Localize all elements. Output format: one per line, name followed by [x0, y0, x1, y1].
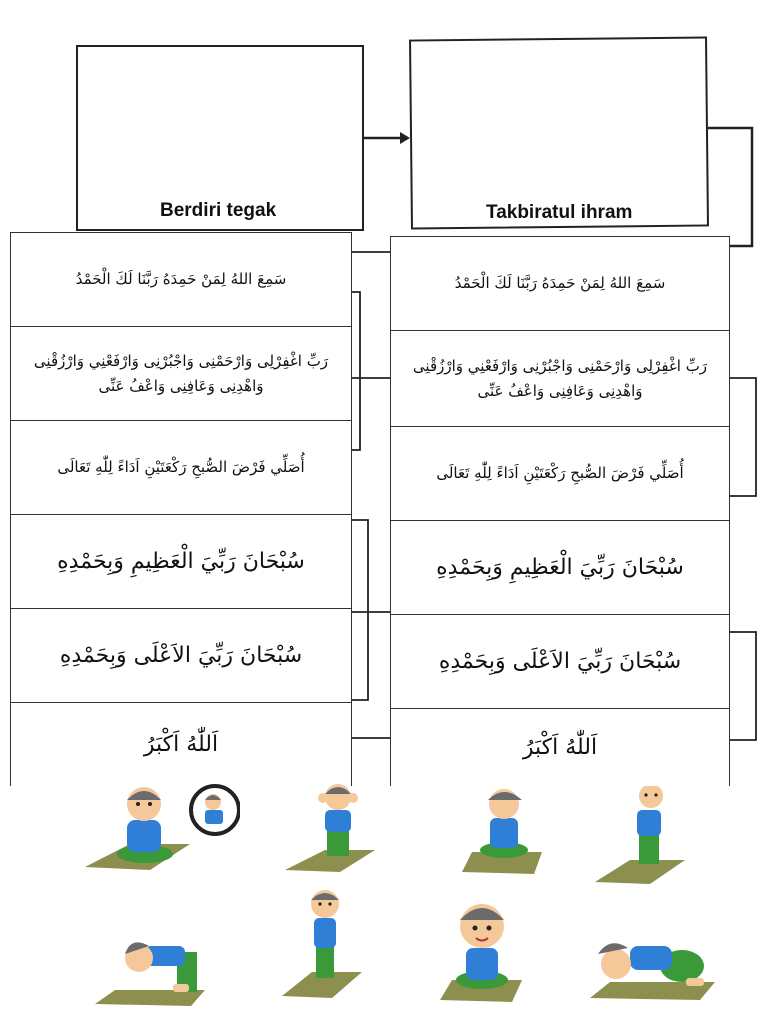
standing-hands-raised-picture[interactable] — [285, 782, 380, 877]
standing-qiyam-picture[interactable] — [595, 786, 690, 886]
berdiri-tegak-caption: Berdiri tegak — [160, 200, 277, 221]
right-cell-4[interactable]: سُبْحَانَ رَبِّيَ الْعَظِيمِ وَبِحَمْدِهِ — [390, 520, 730, 616]
left-cell-2[interactable]: رَبِّ اغْفِرْلِى وَارْحَمْنِى وَاجْبُرْنِى وَارْفَعْنِي وَارْزُقْنِى وَاهْدِنِى وَعَافِنِى وَاعْفُ عَنِّى — [10, 326, 352, 422]
sujud-prostration-picture[interactable] — [590, 920, 720, 1002]
standing-straight-picture[interactable] — [282, 888, 367, 1000]
right-cell-1[interactable]: سَمِعَ اللهُ لِمَنْ حَمِدَهُ رَبَّنَا لَكَ الْحَمْدُ — [390, 236, 730, 332]
right-cell-6[interactable]: اَللّٰهُ اَكْبَرُ — [390, 708, 730, 786]
takbiratul-ihram-caption: Takbiratul ihram — [486, 202, 633, 223]
left-cell-5[interactable]: سُبْحَانَ رَبِّيَ الاَعْلَى وَبِحَمْدِهِ — [10, 608, 352, 704]
sitting-tahiyat-picture[interactable] — [75, 782, 240, 877]
left-cell-3[interactable]: أُصَلِّي فَرْضَ الصُّبحِ رَكْعَتَيْنِ اَدَاءً لِلّٰهِ تَعَالَى — [10, 420, 352, 516]
ruku-bowing-picture[interactable] — [95, 928, 215, 1008]
right-cell-3[interactable]: أُصَلِّي فَرْضَ الصُّبحِ رَكْعَتَيْنِ اَدَاءً لِلّٰهِ تَعَالَى — [390, 426, 730, 522]
right-cell-2[interactable]: رَبِّ اغْفِرْلِى وَارْحَمْنِى وَاجْبُرْنِى وَارْفَعْنِي وَارْزُقْنِى وَاهْدِنِى وَعَافِنِى وَاعْفُ عَنِّى — [390, 330, 730, 428]
left-cell-6[interactable]: اَللّٰهُ اَكْبَرُ — [10, 702, 352, 786]
left-cell-1[interactable]: سَمِعَ اللهُ لِمَنْ حَمِدَهُ رَبَّنَا لَكَ الْحَمْدُ — [10, 232, 352, 328]
sitting-between-prostrations-picture[interactable] — [462, 786, 547, 878]
takbiratul-ihram-box[interactable] — [409, 36, 709, 229]
sitting-front-picture[interactable] — [440, 900, 525, 1005]
right-cell-5[interactable]: سُبْحَانَ رَبِّيَ الاَعْلَى وَبِحَمْدِهِ — [390, 614, 730, 710]
left-cell-4[interactable]: سُبْحَانَ رَبِّيَ الْعَظِيمِ وَبِحَمْدِهِ — [10, 514, 352, 610]
